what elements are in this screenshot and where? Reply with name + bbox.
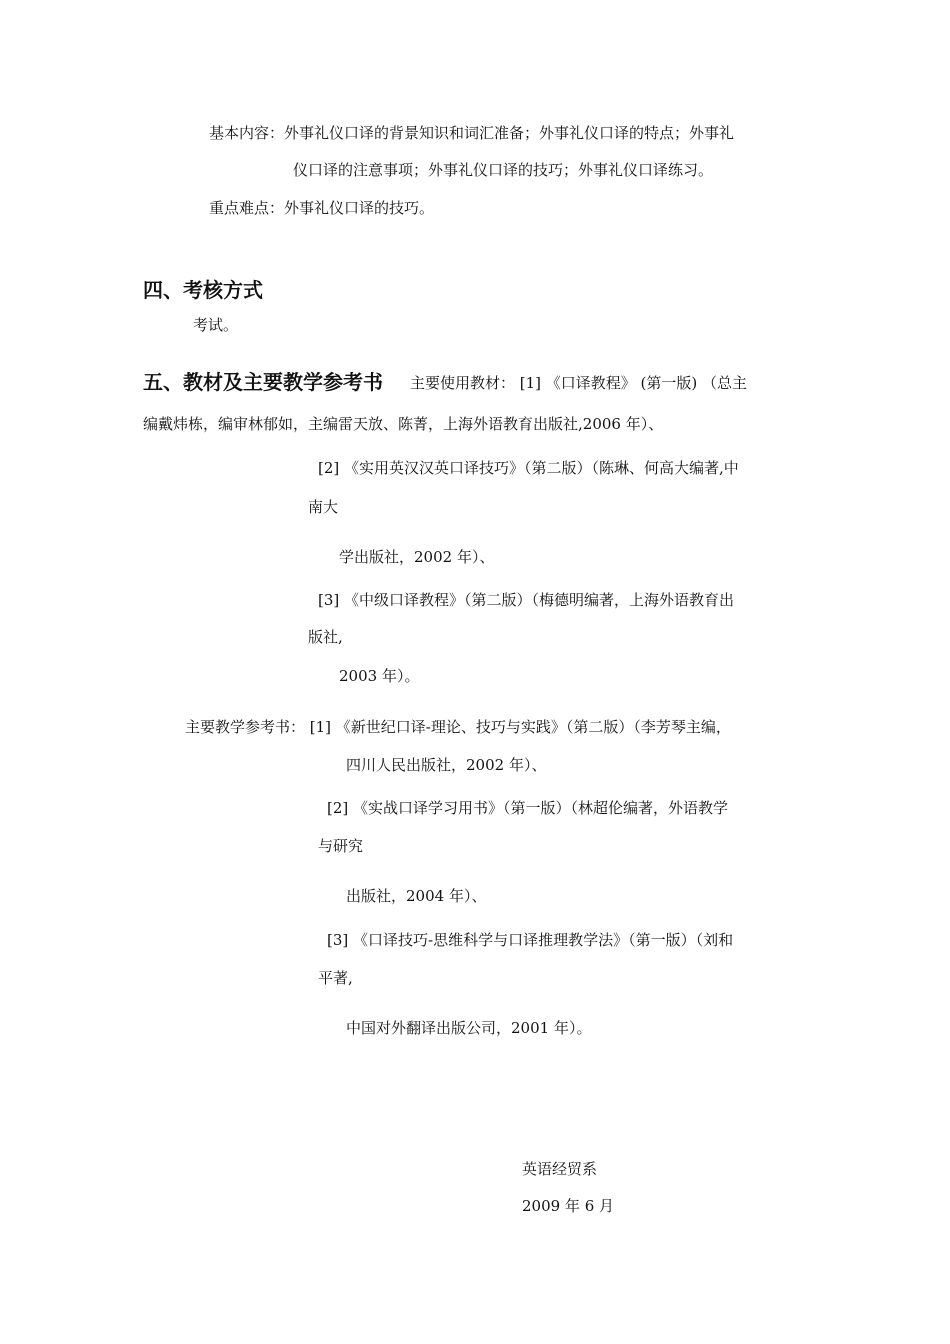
- reference-3-line-1: [3] 《口译技巧-思维科学与口译推理教学法》（第一版）（刘和: [327, 931, 734, 949]
- textbook-3-line-3: 2003 年）。: [339, 667, 420, 685]
- reference-2-line-3: 出版社，2004 年）、: [346, 887, 487, 905]
- department-name: 英语经贸系: [522, 1160, 598, 1178]
- textbook-2-line-1: [2] 《实用英汉汉英口译技巧》（第二版）（陈琳、何高大编著,中: [318, 459, 739, 477]
- section-5-heading: 五、教材及主要教学参考书: [143, 370, 383, 394]
- document-date: 2009 年 6 月: [522, 1197, 615, 1215]
- textbook-1-continued: 编戴炜栋，编审林郁如，主编雷天放、陈菁，上海外语教育出版社,2006 年）、: [143, 415, 664, 433]
- basic-content-line-2: 仪口译的注意事项；外事礼仪口译的技巧；外事礼仪口译练习。: [293, 161, 714, 179]
- textbook-intro: 主要使用教材： [1] 《口译教程》 (第一版) （总主: [410, 374, 748, 392]
- textbook-3-line-1: [3] 《中级口译教程》（第二版）（梅德明编著，上海外语教育出: [318, 591, 735, 609]
- reference-3-line-3: 中国对外翻译出版公司，2001 年）。: [346, 1019, 592, 1037]
- textbook-2-line-3: 学出版社，2002 年）、: [339, 548, 495, 566]
- textbook-2-line-2: 南大: [308, 498, 339, 516]
- key-points: 重点难点：外事礼仪口译的技巧。: [209, 199, 435, 217]
- textbook-3-line-2: 版社,: [308, 628, 343, 646]
- basic-content-line-1: 基本内容：外事礼仪口译的背景知识和词汇准备；外事礼仪口译的特点；外事礼: [209, 124, 735, 142]
- reference-intro: 主要教学参考书： [1] 《新世纪口译-理论、技巧与实践》（第二版）（李芳琴主编，: [185, 718, 731, 736]
- reference-3-line-2: 平著,: [318, 969, 353, 987]
- reference-2-line-2: 与研究: [318, 837, 364, 855]
- reference-2-line-1: [2] 《实战口译学习用书》（第一版）（林超伦编著，外语教学: [327, 799, 729, 817]
- section-4-body: 考试。: [193, 316, 239, 334]
- section-4-heading: 四、考核方式: [143, 278, 263, 302]
- reference-1-continued: 四川人民出版社，2002 年）、: [346, 756, 547, 774]
